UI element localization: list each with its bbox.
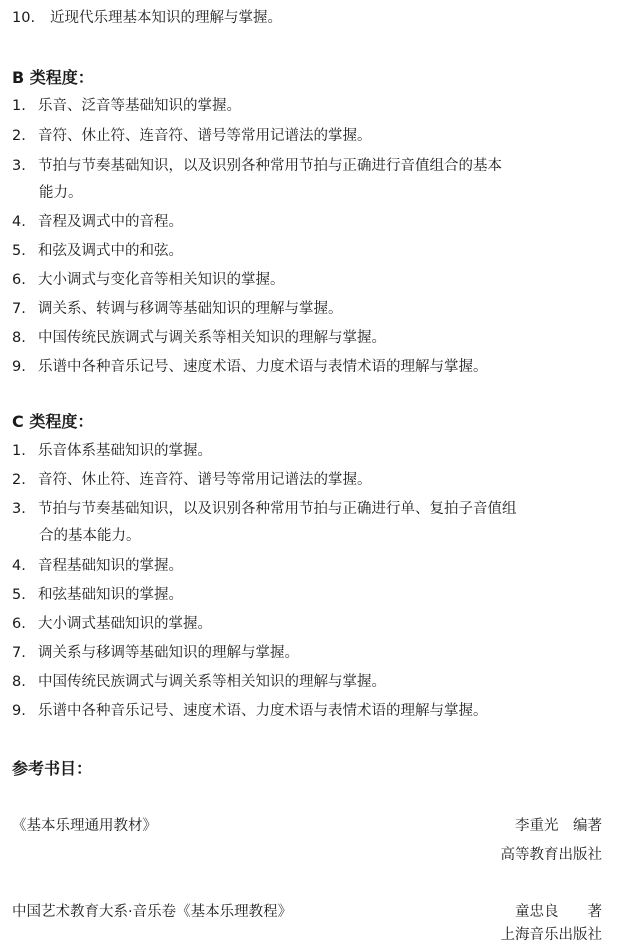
item-text-continuation: 合的基本能力。 <box>39 528 141 544</box>
item-number: 2. <box>12 128 26 144</box>
item-number: 10. <box>12 10 36 26</box>
list-item <box>12 8 282 28</box>
item-text: 音程及调式中的音程。 <box>38 214 183 230</box>
item-number: 6. <box>12 272 26 288</box>
list-item <box>12 241 183 261</box>
section-b-heading: B 类程度： <box>12 68 94 87</box>
list-item <box>12 556 183 576</box>
item-text: 乐谱中各种音乐记号、速度术语、力度术语与表情术语的理解与掌握。 <box>38 703 488 719</box>
item-number: 7. <box>12 301 26 317</box>
item-text: 和弦基础知识的掌握。 <box>38 587 183 603</box>
item-number: 5. <box>12 243 26 259</box>
list-item <box>12 357 488 377</box>
item-number: 1. <box>12 443 26 459</box>
list-item <box>12 96 241 116</box>
item-number: 1. <box>12 98 26 114</box>
item-text: 中国传统民族调式与调关系等相关知识的理解与掌握。 <box>38 330 386 346</box>
item-text: 乐谱中各种音乐记号、速度术语、力度术语与表情术语的理解与掌握。 <box>38 359 488 375</box>
item-number: 9. <box>12 703 26 719</box>
reference-publisher: 上海音乐出版社 <box>500 927 602 943</box>
list-item <box>12 212 183 232</box>
item-number: 2. <box>12 472 26 488</box>
reference-author: 李重光 编著 <box>515 818 602 834</box>
item-number: 3. <box>12 501 26 517</box>
list-item <box>12 328 386 348</box>
list-item <box>12 126 372 146</box>
item-number: 8. <box>12 674 26 690</box>
item-number: 6. <box>12 616 26 632</box>
item-number: 3. <box>12 158 26 174</box>
reference-author: 童忠良 著 <box>515 904 602 920</box>
list-item <box>12 672 386 692</box>
item-text: 调关系、转调与移调等基础知识的理解与掌握。 <box>38 301 343 317</box>
list-item <box>12 156 502 176</box>
list-item <box>12 701 488 721</box>
item-text: 乐音、泛音等基础知识的掌握。 <box>38 98 241 114</box>
reference-publisher: 高等教育出版社 <box>500 847 602 863</box>
item-text-continuation: 能力。 <box>39 185 83 201</box>
item-text: 节拍与节奏基础知识，以及识别各种常用节拍与正确进行音值组合的基本 <box>38 158 502 174</box>
list-item <box>12 441 212 461</box>
item-number: 7. <box>12 645 26 661</box>
list-item <box>12 470 372 490</box>
item-text: 中国传统民族调式与调关系等相关知识的理解与掌握。 <box>38 674 386 690</box>
item-text: 乐音体系基础知识的掌握。 <box>38 443 212 459</box>
list-item <box>12 614 212 634</box>
item-text: 近现代乐理基本知识的理解与掌握。 <box>50 10 282 26</box>
item-text: 音符、休止符、连音符、谱号等常用记谱法的掌握。 <box>38 128 372 144</box>
item-text: 大小调式与变化音等相关知识的掌握。 <box>38 272 285 288</box>
item-number: 8. <box>12 330 26 346</box>
item-number: 9. <box>12 359 26 375</box>
list-item <box>12 643 299 663</box>
item-number: 5. <box>12 587 26 603</box>
item-text: 大小调式基础知识的掌握。 <box>38 616 212 632</box>
reference-title: 《基本乐理通用教材》 <box>12 818 157 834</box>
item-text: 和弦及调式中的和弦。 <box>38 243 183 259</box>
section-c-heading: C 类程度： <box>12 412 94 431</box>
item-number: 4. <box>12 214 26 230</box>
item-text: 调关系与移调等基础知识的理解与掌握。 <box>38 645 299 661</box>
item-text: 音程基础知识的掌握。 <box>38 558 183 574</box>
list-item <box>12 499 517 519</box>
references-heading: 参考书目： <box>12 759 93 778</box>
reference-title: 中国艺术教育大系·音乐卷《基本乐理教程》 <box>12 904 293 920</box>
item-text: 音符、休止符、连音符、谱号等常用记谱法的掌握。 <box>38 472 372 488</box>
list-item <box>12 299 343 319</box>
item-text: 节拍与节奏基础知识，以及识别各种常用节拍与正确进行单、复拍子音值组 <box>38 501 517 517</box>
list-item <box>12 585 183 605</box>
list-item <box>12 270 285 290</box>
item-number: 4. <box>12 558 26 574</box>
